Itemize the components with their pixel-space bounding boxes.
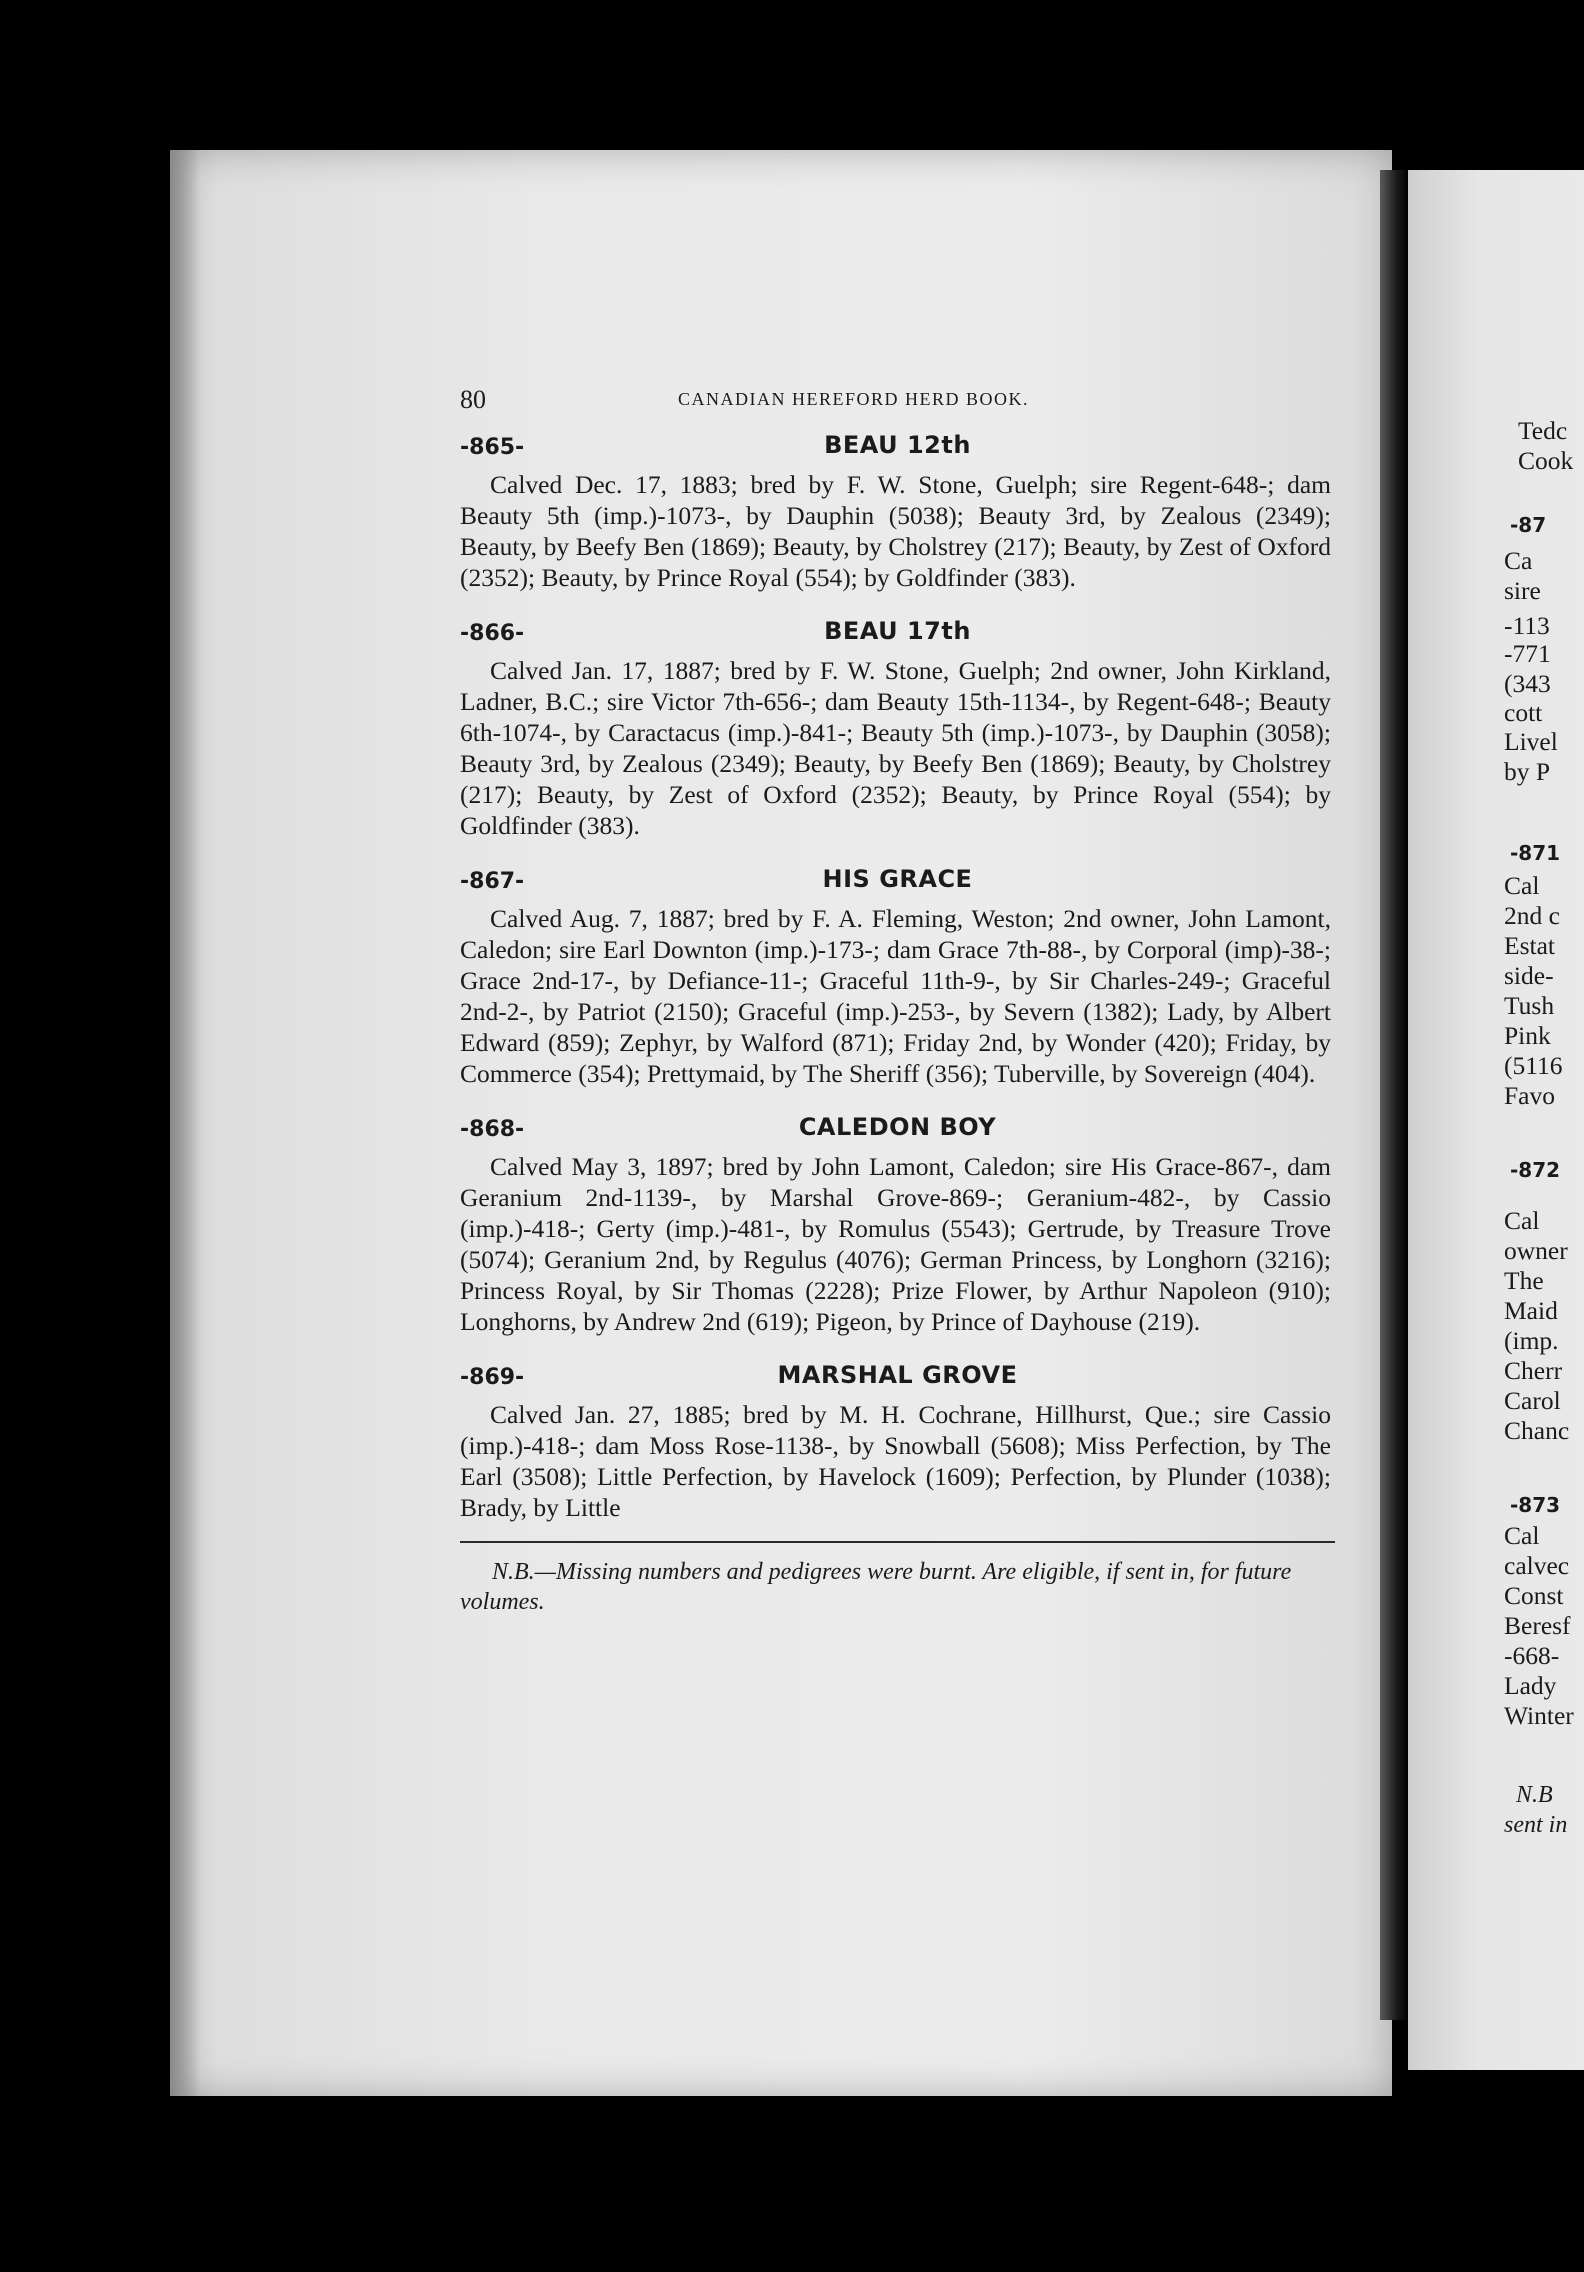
right-page-fragment: Beresf	[1504, 1611, 1571, 1640]
right-page-fragment: 2nd c	[1504, 901, 1560, 930]
right-page-fragment: Tush	[1504, 991, 1555, 1020]
right-page-fragment: (imp.	[1504, 1326, 1559, 1355]
entry-pedigree-text: Calved Jan. 27, 1885; bred by M. H. Cochrane, Hillhurst, Que.; sire Cassio (imp.)-418-; dam Moss Rose-1138-, by Snowball (5608); Miss Perfection, by The Earl (3508); Little Perfection, by Havelock (1609); Perfection, by Plunder (1038); Brady, by Little	[460, 1400, 1331, 1522]
right-page-fragment: Livel	[1504, 727, 1558, 756]
right-page-fragment: side-	[1504, 961, 1554, 990]
entry-heading	[460, 611, 1335, 655]
entry-number: -865-	[460, 435, 525, 460]
right-page-fragment: -771	[1504, 639, 1551, 668]
page-number: 80	[460, 385, 486, 414]
right-page-fragment: by P	[1504, 757, 1551, 786]
entry-pedigree-text: Calved Aug. 7, 1887; bred by F. A. Fleming, Weston; 2nd owner, John Lamont, Caledon; sire Earl Downton (imp.)-173-; dam Grace 7th-88-, by Corporal (imp)-38-; Grace 2nd-17-, by Defiance-11-; Graceful 11th-9-, by Sir Charles-249-; Graceful 2nd-2-, by Patriot (2150); Graceful (imp.)-253-, by Severn (1382); Lady, by Albert Edward (859); Zephyr, by Walford (871); Friday 2nd, by Wonder (420); Friday, by Commerce (354); Prettymaid, by The Sheriff (356); Tuberville, by Sovereign (404).	[460, 904, 1331, 1088]
right-page-fragment: sire	[1504, 576, 1541, 605]
entry-pedigree-text: Calved Jan. 17, 1887; bred by F. W. Stone, Guelph; 2nd owner, John Kirkland, Ladner, B.C.; sire Victor 7th-656-; dam Beauty 15th-1134-, by Regent-648-; Beauty 6th-1074-, by Caractacus (imp.)-841-; Beauty 5th (imp.)-1073-, by Dauphin (3058); Beauty 3rd, by Zealous (2349); Beauty, by Beefy Ben (1869); Beauty, by Cholstrey (217); Beauty, by Zest of Oxford (2352); Beauty, by Prince Royal (554); by Goldfinder (383).	[460, 656, 1331, 840]
right-page-fragment: -873	[1510, 1493, 1561, 1517]
right-page-fragment: Tedc	[1518, 416, 1568, 445]
right-page-fragment: N.B	[1516, 1782, 1553, 1808]
entry-name: BEAU 12th	[824, 431, 971, 459]
entry-heading	[460, 859, 1335, 903]
book-gutter	[1380, 170, 1408, 2020]
right-page-fragment: owner	[1504, 1236, 1568, 1265]
right-page-fragment: sent in	[1504, 1812, 1568, 1838]
right-page-fragment: Cherr	[1504, 1356, 1563, 1385]
footnote-rule	[460, 1541, 1335, 1543]
right-page-fragment: Chanc	[1504, 1416, 1570, 1445]
pedigree-entry	[460, 611, 1335, 841]
right-page-fragment: calvec	[1504, 1551, 1570, 1580]
right-page-fragment: Lady	[1504, 1671, 1557, 1700]
right-page-fragment: (343	[1504, 669, 1551, 698]
right-page-fragment: -871	[1510, 841, 1561, 865]
right-page-fragment: cott	[1504, 698, 1543, 727]
right-page-fragment: The	[1504, 1266, 1544, 1295]
right-page-fragment: Favo	[1504, 1081, 1555, 1110]
entry-heading	[460, 1107, 1335, 1151]
entry-number: -866-	[460, 621, 525, 646]
right-page-fragment: Estat	[1504, 931, 1555, 960]
running-head	[460, 385, 1335, 425]
right-page-fragment: Cook	[1518, 446, 1574, 475]
entry-name: BEAU 17th	[824, 617, 971, 645]
right-page-fragment: Carol	[1504, 1386, 1561, 1415]
pedigree-entry	[460, 425, 1335, 593]
right-page-fragment: Pink	[1504, 1021, 1551, 1050]
right-page-fragment: Winter	[1504, 1701, 1574, 1730]
entry-heading	[460, 425, 1335, 469]
entry-pedigree-text: Calved May 3, 1897; bred by John Lamont, Caledon; sire His Grace-867-, dam Geranium 2nd-1139-, by Marshal Grove-869-; Geranium-482-, by Cassio (imp.)-418-; Gerty (imp.)-481-, by Romulus (5543); Gertrude, by Treasure Trove (5074); Geranium 2nd, by Regulus (4076); German Princess, by Longhorn (3216); Princess Royal, by Sir Thomas (2228); Prize Flower, by Arthur Napoleon (910); Longhorns, by Andrew 2nd (619); Pigeon, by Prince of Dayhouse (219).	[460, 1152, 1331, 1336]
entry-name: CALEDON BOY	[798, 1113, 997, 1141]
page-edge-shadow	[170, 150, 200, 2096]
right-page-fragment: -872	[1510, 1158, 1561, 1182]
right-page-fragment: Ca	[1504, 546, 1533, 575]
right-page-fragment: Cal	[1504, 1521, 1540, 1550]
right-page	[1408, 170, 1584, 2070]
entry-heading	[460, 1355, 1335, 1399]
entry-name: MARSHAL GROVE	[777, 1361, 1018, 1389]
right-page-fragment: Cal	[1504, 1206, 1540, 1235]
pedigree-entry	[460, 859, 1335, 1089]
page-content	[460, 385, 1335, 1617]
pedigree-entry	[460, 1107, 1335, 1337]
right-page-fragment: -113	[1504, 611, 1550, 640]
entry-number: -867-	[460, 869, 525, 894]
right-page-fragment: -668-	[1504, 1641, 1560, 1670]
right-page-fragment: (5116	[1504, 1051, 1563, 1080]
entry-number: -869-	[460, 1365, 525, 1390]
right-page-fragment: Cal	[1504, 871, 1540, 900]
running-head-title: CANADIAN HEREFORD HERD BOOK.	[678, 389, 1030, 409]
right-page-fragment: Const	[1504, 1581, 1564, 1610]
entry-number: -868-	[460, 1117, 525, 1142]
right-page-fragment: Maid	[1504, 1296, 1558, 1325]
entry-name: HIS GRACE	[822, 865, 973, 893]
pedigree-entry	[460, 1355, 1335, 1523]
footnote: N.B.—Missing numbers and pedigrees were burnt. Are eligible, if sent in, for future volumes.	[460, 1559, 1292, 1615]
entry-pedigree-text: Calved Dec. 17, 1883; bred by F. W. Stone, Guelph; sire Regent-648-; dam Beauty 5th (imp.)-1073-, by Dauphin (5038); Beauty 3rd, by Zealous (2349); Beauty, by Beefy Ben (1869); Beauty, by Cholstrey (217); Beauty, by Zest of Oxford (2352); Beauty, by Prince Royal (554); by Goldfinder (383).	[460, 470, 1331, 592]
right-page-fragment: -87	[1510, 513, 1547, 537]
